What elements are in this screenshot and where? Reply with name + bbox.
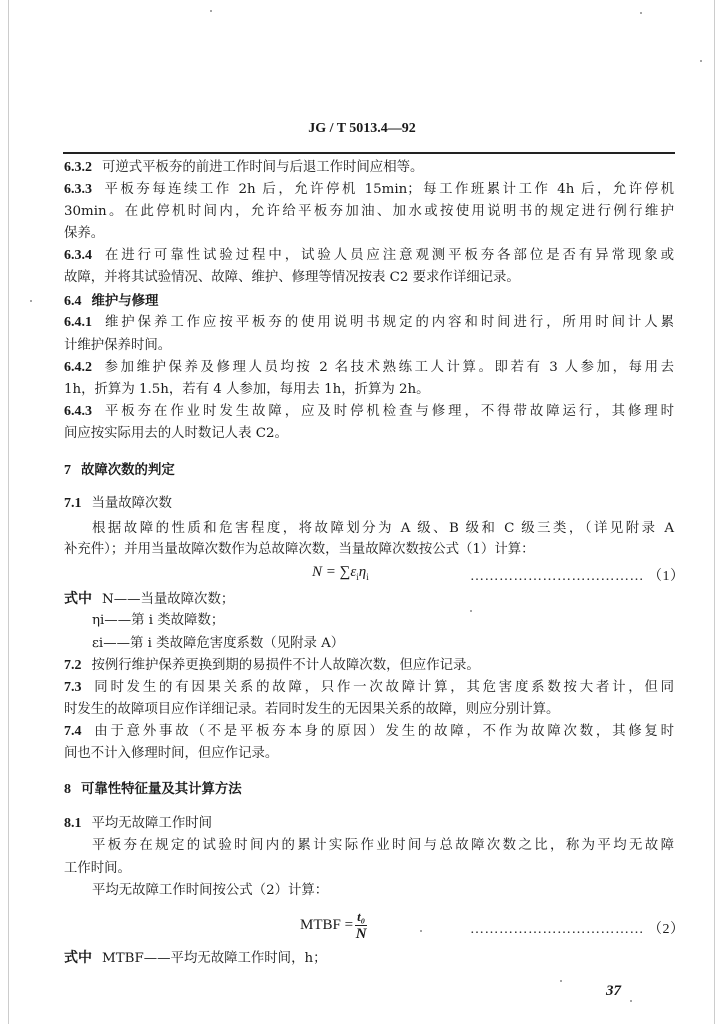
text-line <box>64 381 674 399</box>
scan-edge-left <box>8 0 9 1024</box>
scan-speck <box>700 60 702 62</box>
denominator: N <box>355 926 367 942</box>
clause-text: 故障，并将其试验情况、故障、维护、修理等情况按表 C2 要求作详细记录。 <box>64 270 520 285</box>
text-line <box>92 520 674 538</box>
text-line <box>64 425 674 443</box>
scan-speck <box>30 300 32 302</box>
clause-number: 8.1 <box>64 816 82 831</box>
numerator: t₀ <box>357 909 366 924</box>
clause-text: 平板夯在作业时发生故障，应及时停机检查与修理，不得带故障运行，其修理时 <box>102 404 674 419</box>
clause-text: 同时发生的有因果关系的故障，只作一次故障计算，其危害度系数按大者计，但同 <box>91 680 674 695</box>
text-line <box>64 657 674 675</box>
clause-text: 平均无故障工作时间 <box>91 816 213 831</box>
clause-text: 平板夯每连续工作 2h 后，允许停机 15min；每工作班累计工作 4h 后，允许停机 <box>102 182 674 197</box>
clause-text: N——当量故障次数； <box>102 592 235 607</box>
clause-text: 1h，折算为 1.5h，若有 4 人参加，每用去 1h，折算为 2h。 <box>64 382 430 397</box>
clause-number: 7.3 <box>64 680 82 695</box>
scan-speck <box>210 10 212 12</box>
text-line <box>64 337 674 355</box>
text-line <box>64 860 674 878</box>
text-line <box>92 635 702 653</box>
clause-text: 参加维护保养及修理人员均按 2 名技术熟练工人计算。即若有 3 人参加，每用去 <box>102 360 674 375</box>
clause-text: ηi——第 i 类故障数； <box>92 613 225 628</box>
formula-2-lhs: MTBF = <box>300 917 354 933</box>
clause-text: 间应按实际用去的人时数记人表 C2。 <box>64 426 288 441</box>
clause-text: 间也不计入修理时间，但应作记录。 <box>64 746 279 761</box>
text-line <box>64 314 674 332</box>
clause-text: MTBF——平均无故障工作时间，h； <box>102 951 327 966</box>
clause-number: 6.4.1 <box>64 315 92 330</box>
scan-speck <box>630 1000 632 1002</box>
text-line <box>64 461 674 480</box>
text-line <box>64 723 674 741</box>
clause-text: 维护与修理 <box>91 293 159 309</box>
text-line <box>64 359 674 377</box>
formula-2 <box>300 909 367 942</box>
clause-number: 6.4 <box>64 294 82 309</box>
clause-number: 6.4.3 <box>64 404 92 419</box>
clause-number: 7.2 <box>64 658 82 673</box>
scan-speck <box>640 12 642 14</box>
clause-text: 计维护保养时间。 <box>64 338 172 353</box>
clause-text: 补充件）；并用当量故障次数作为总故障次数，当量故障次数按公式（1）计算： <box>64 542 535 557</box>
clause-text: 工作时间。 <box>64 861 131 876</box>
clause-number: 6.3.2 <box>64 160 92 175</box>
header-rule <box>63 152 675 154</box>
clause-number: 8 <box>64 782 71 797</box>
clause-text: 根据故障的性质和危害程度，将故障划分为 A 级、B 级和 C 级三类，（详见附录 A <box>92 521 674 536</box>
formula-1-sub: i <box>366 572 369 582</box>
clause-text: 可靠性特征量及其计算方法 <box>81 781 242 797</box>
clause-text: 平板夯在规定的试验时间内的累计实际作业时间与总故障次数之比，称为平均无故障 <box>92 838 674 853</box>
scan-edge-right <box>714 0 715 1024</box>
formula-1-eta: η <box>358 564 367 580</box>
scan-speck <box>470 610 472 612</box>
text-line <box>64 403 674 421</box>
clause-text: 可逆式平板夯的前进工作时间与后退工作时间应相等。 <box>102 160 424 175</box>
clause-number: 7.1 <box>64 496 82 511</box>
clause-text: 由于意外事故（不是平板夯本身的原因）发生的故障，不作为故障次数，其修复时 <box>91 724 674 739</box>
leader-dots: ……………………………… <box>470 569 644 584</box>
text-line <box>64 181 674 199</box>
page-number: 37 <box>606 983 621 999</box>
formula-1-leader <box>470 565 685 585</box>
scan-speck <box>560 980 562 982</box>
clause-number: 6.3.3 <box>64 182 92 197</box>
clause-text: 保养。 <box>64 226 105 241</box>
text-line <box>64 203 674 221</box>
text-line <box>64 495 674 513</box>
clause-text: εi——第 i 类故障危害度系数（见附录 A） <box>92 636 345 651</box>
clause-number: 7.4 <box>64 724 82 739</box>
clause-number: 6.3.4 <box>64 248 92 263</box>
standard-code-header: JG / T 5013.4—92 <box>308 121 416 136</box>
scan-speck <box>420 930 422 932</box>
leader-dots: ……………………………… <box>470 922 644 937</box>
text-line <box>92 882 674 900</box>
clause-number: 6.4.2 <box>64 360 92 375</box>
formula-2-fraction <box>355 909 367 942</box>
text-line <box>64 541 674 559</box>
clause-text: 平均无故障工作时间按公式（2）计算： <box>92 883 329 898</box>
clause-text: 当量故障次数 <box>91 496 172 511</box>
formula-1-number: （1） <box>648 569 685 584</box>
text-line <box>64 780 674 799</box>
clause-text: 按例行维护保养更换到期的易损件不计人故障次数，但应作记录。 <box>91 658 480 673</box>
clause-number: 式中 <box>64 951 92 966</box>
text-line <box>64 159 674 177</box>
text-line <box>64 247 674 265</box>
text-line <box>92 837 674 855</box>
clause-number: 式中 <box>64 592 92 607</box>
text-line <box>64 950 674 968</box>
formula-1 <box>312 564 369 582</box>
clause-text: 故障次数的判定 <box>81 462 175 478</box>
text-line <box>92 612 702 630</box>
text-line <box>64 745 674 763</box>
text-line <box>64 292 674 311</box>
formula-2-number: （2） <box>648 922 685 937</box>
clause-text: 30min。在此停机时间内，允许给平板夯加油、加水或按使用说明书的规定进行例行维护 <box>64 204 674 219</box>
text-line <box>64 269 674 287</box>
clause-number: 7 <box>64 463 71 478</box>
text-line <box>64 679 674 697</box>
formula-2-leader <box>470 918 685 938</box>
formula-1-lhs: N = ∑ <box>312 564 351 580</box>
clause-text: 时发生的故障项目应作详细记录。若同时发生的无因果关系的故障，则应分别计算。 <box>64 702 560 717</box>
formula-1-sub: i <box>356 572 359 582</box>
text-line <box>64 815 674 833</box>
text-line <box>64 701 674 719</box>
text-line <box>64 591 674 609</box>
clause-text: 维护保养工作应按平板夯的使用说明书规定的内容和时间进行，所用时间计人累 <box>102 315 674 330</box>
clause-text: 在进行可靠性试验过程中，试验人员应注意观测平板夯各部位是否有异常现象或 <box>102 248 674 263</box>
text-line <box>64 225 674 243</box>
formula-1-epsilon: ε <box>350 564 357 580</box>
